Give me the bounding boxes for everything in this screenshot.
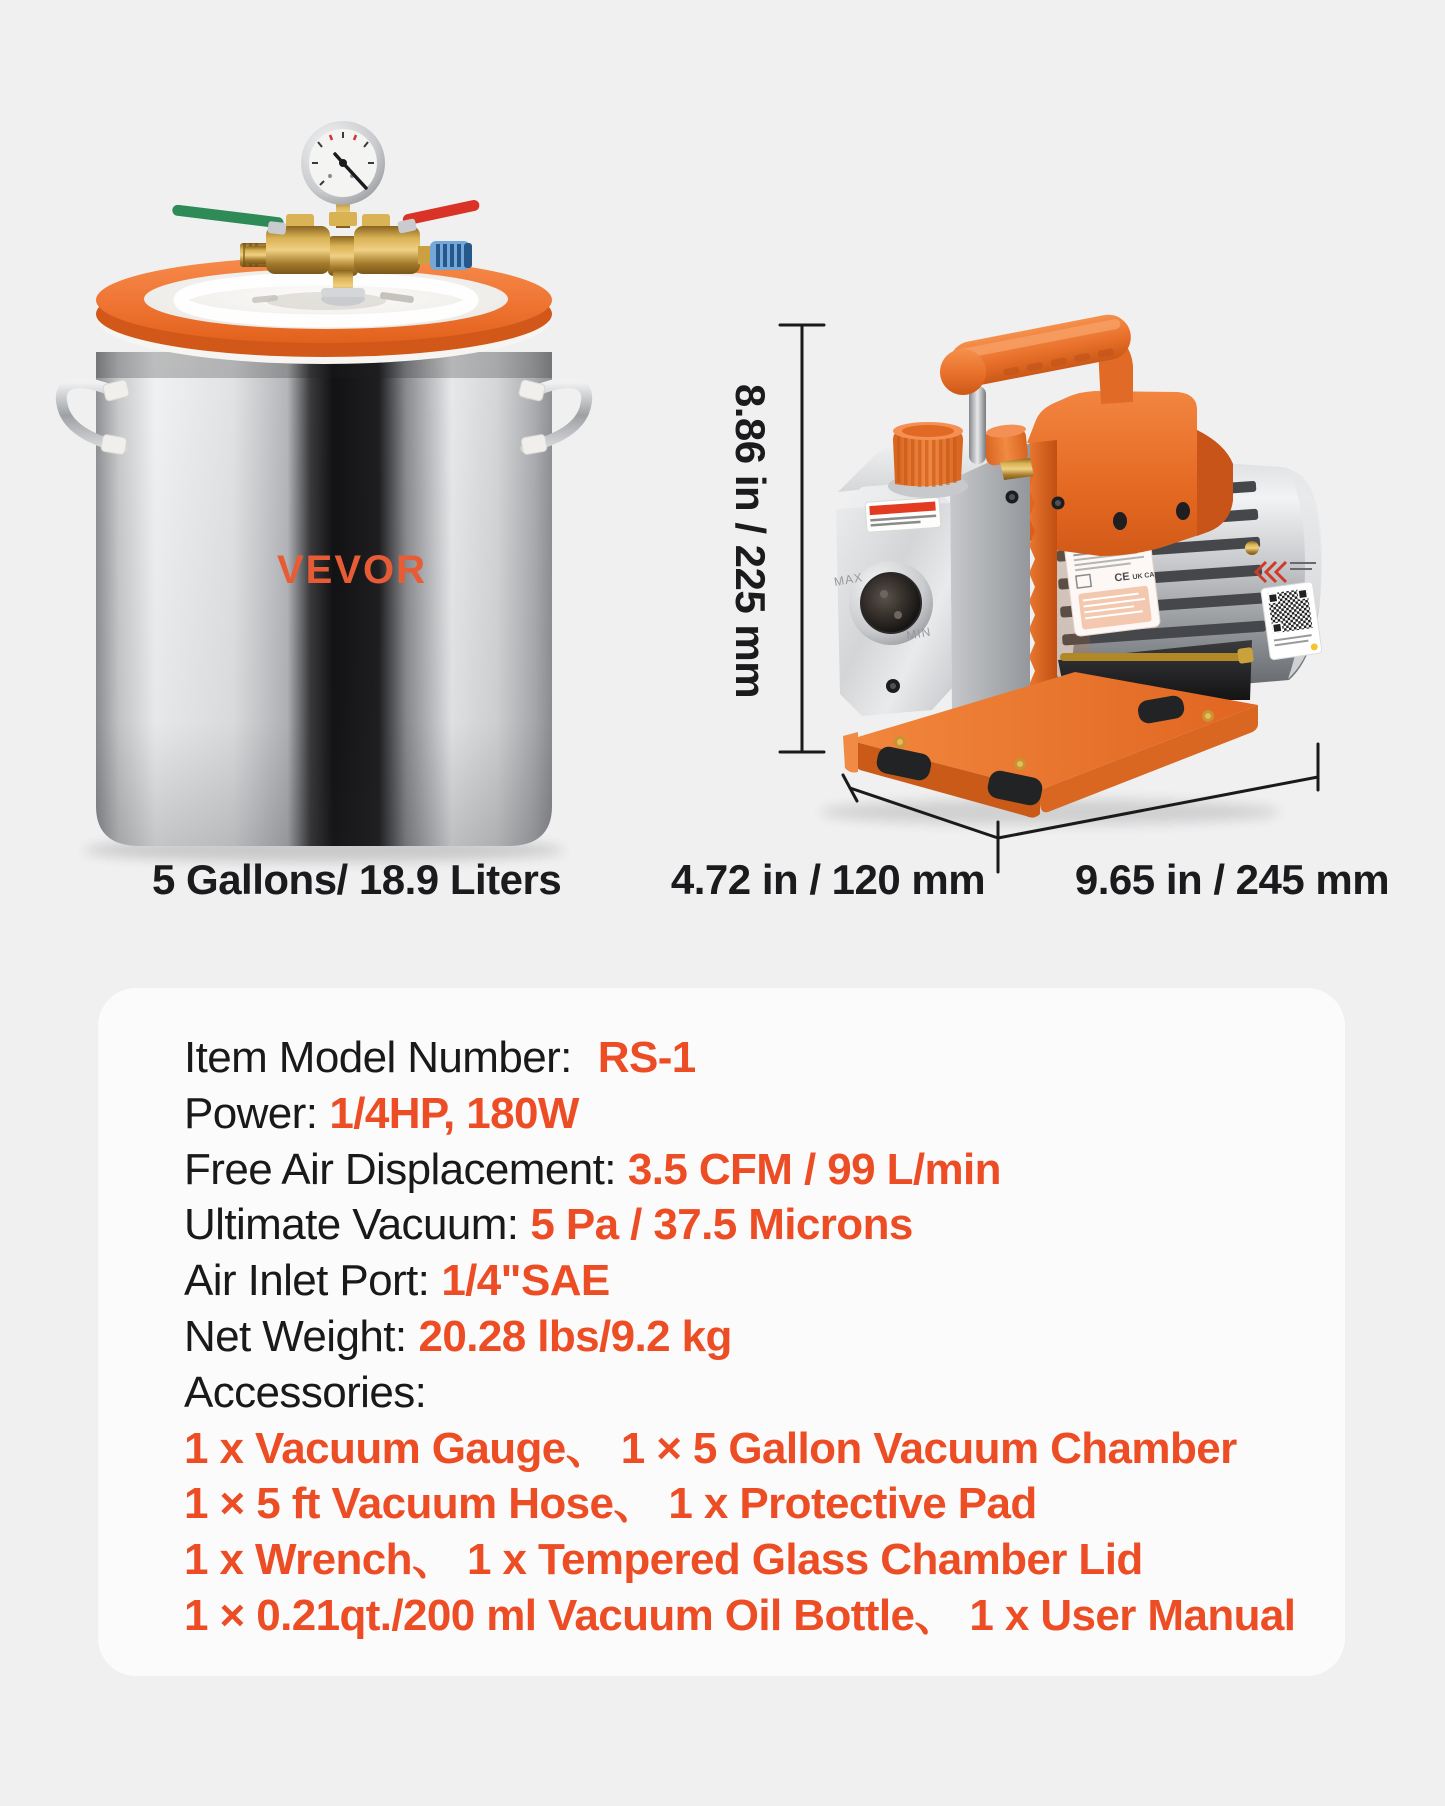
caution-sticker <box>865 497 941 532</box>
ukca-mark: UK CA <box>1132 571 1155 582</box>
spec-value: 5 Pa / 37.5 Microns <box>530 1200 913 1250</box>
vacuum-gauge <box>301 121 385 205</box>
chamber-caption: 5 Gallons/ 18.9 Liters <box>152 856 562 903</box>
spec-label: Power: <box>184 1088 318 1138</box>
chamber-brand-logo: VEVOR <box>276 548 428 592</box>
vacuum-pump-image <box>820 311 1322 825</box>
vacuum-chamber-image <box>61 121 586 862</box>
min-marking: MIN <box>905 624 933 643</box>
spec-value: RS-1 <box>597 1033 696 1082</box>
accessory-line: 1 × 5 ft Vacuum Hose、 1 x Protective Pad <box>184 1479 1037 1529</box>
spec-label: Free Air Displacement: <box>184 1144 616 1194</box>
spec-label: Ultimate Vacuum: <box>184 1200 519 1250</box>
spec-value: 20.28 lbs/9.2 kg <box>418 1311 732 1361</box>
spec-accessories-heading: Accessories: <box>184 1367 427 1417</box>
spec-label: Item Model Number: <box>184 1033 572 1082</box>
ce-mark: CE <box>1113 570 1131 585</box>
accessory-line: 1 x Vacuum Gauge、 1 × 5 Gallon Vacuum Chamber <box>184 1423 1237 1473</box>
spec-label: Net Weight: <box>184 1311 407 1361</box>
spec-row-vacuum <box>184 1197 1305 1253</box>
oil-fill-cap <box>888 422 968 498</box>
spec-row-inlet <box>184 1253 1305 1309</box>
pump-ribbed-strip <box>1029 440 1057 713</box>
spec-panel <box>98 988 1345 1676</box>
pump-length-label: 9.65 in / 245 mm <box>1074 856 1390 903</box>
spec-value: 1/4HP, 180W <box>329 1088 579 1138</box>
accessory-line: 1 × 0.21qt./200 ml Vacuum Oil Bottle、 1 x User Manual <box>184 1590 1296 1640</box>
spec-value: 1/4"SAE <box>441 1256 610 1306</box>
spec-label: Air Inlet Port: <box>184 1256 430 1306</box>
qr-sticker <box>1261 582 1323 661</box>
accessory-line: 1 x Wrench、 1 x Tempered Glass Chamber Lid <box>184 1535 1143 1585</box>
pump-height-label: 8.86 in / 225 mm <box>727 383 774 699</box>
spec-row-weight <box>184 1309 1305 1365</box>
spec-row-displacement <box>184 1142 1305 1198</box>
spec-row-model <box>184 1030 1305 1086</box>
spec-value: 3.5 CFM / 99 L/min <box>627 1144 1001 1194</box>
height-dimension-line <box>780 325 824 752</box>
pump-housing <box>1027 391 1233 556</box>
spec-row-power <box>184 1086 1305 1142</box>
max-marking: MAX <box>832 570 864 589</box>
pump-width-label: 4.72 in / 120 mm <box>670 856 986 903</box>
